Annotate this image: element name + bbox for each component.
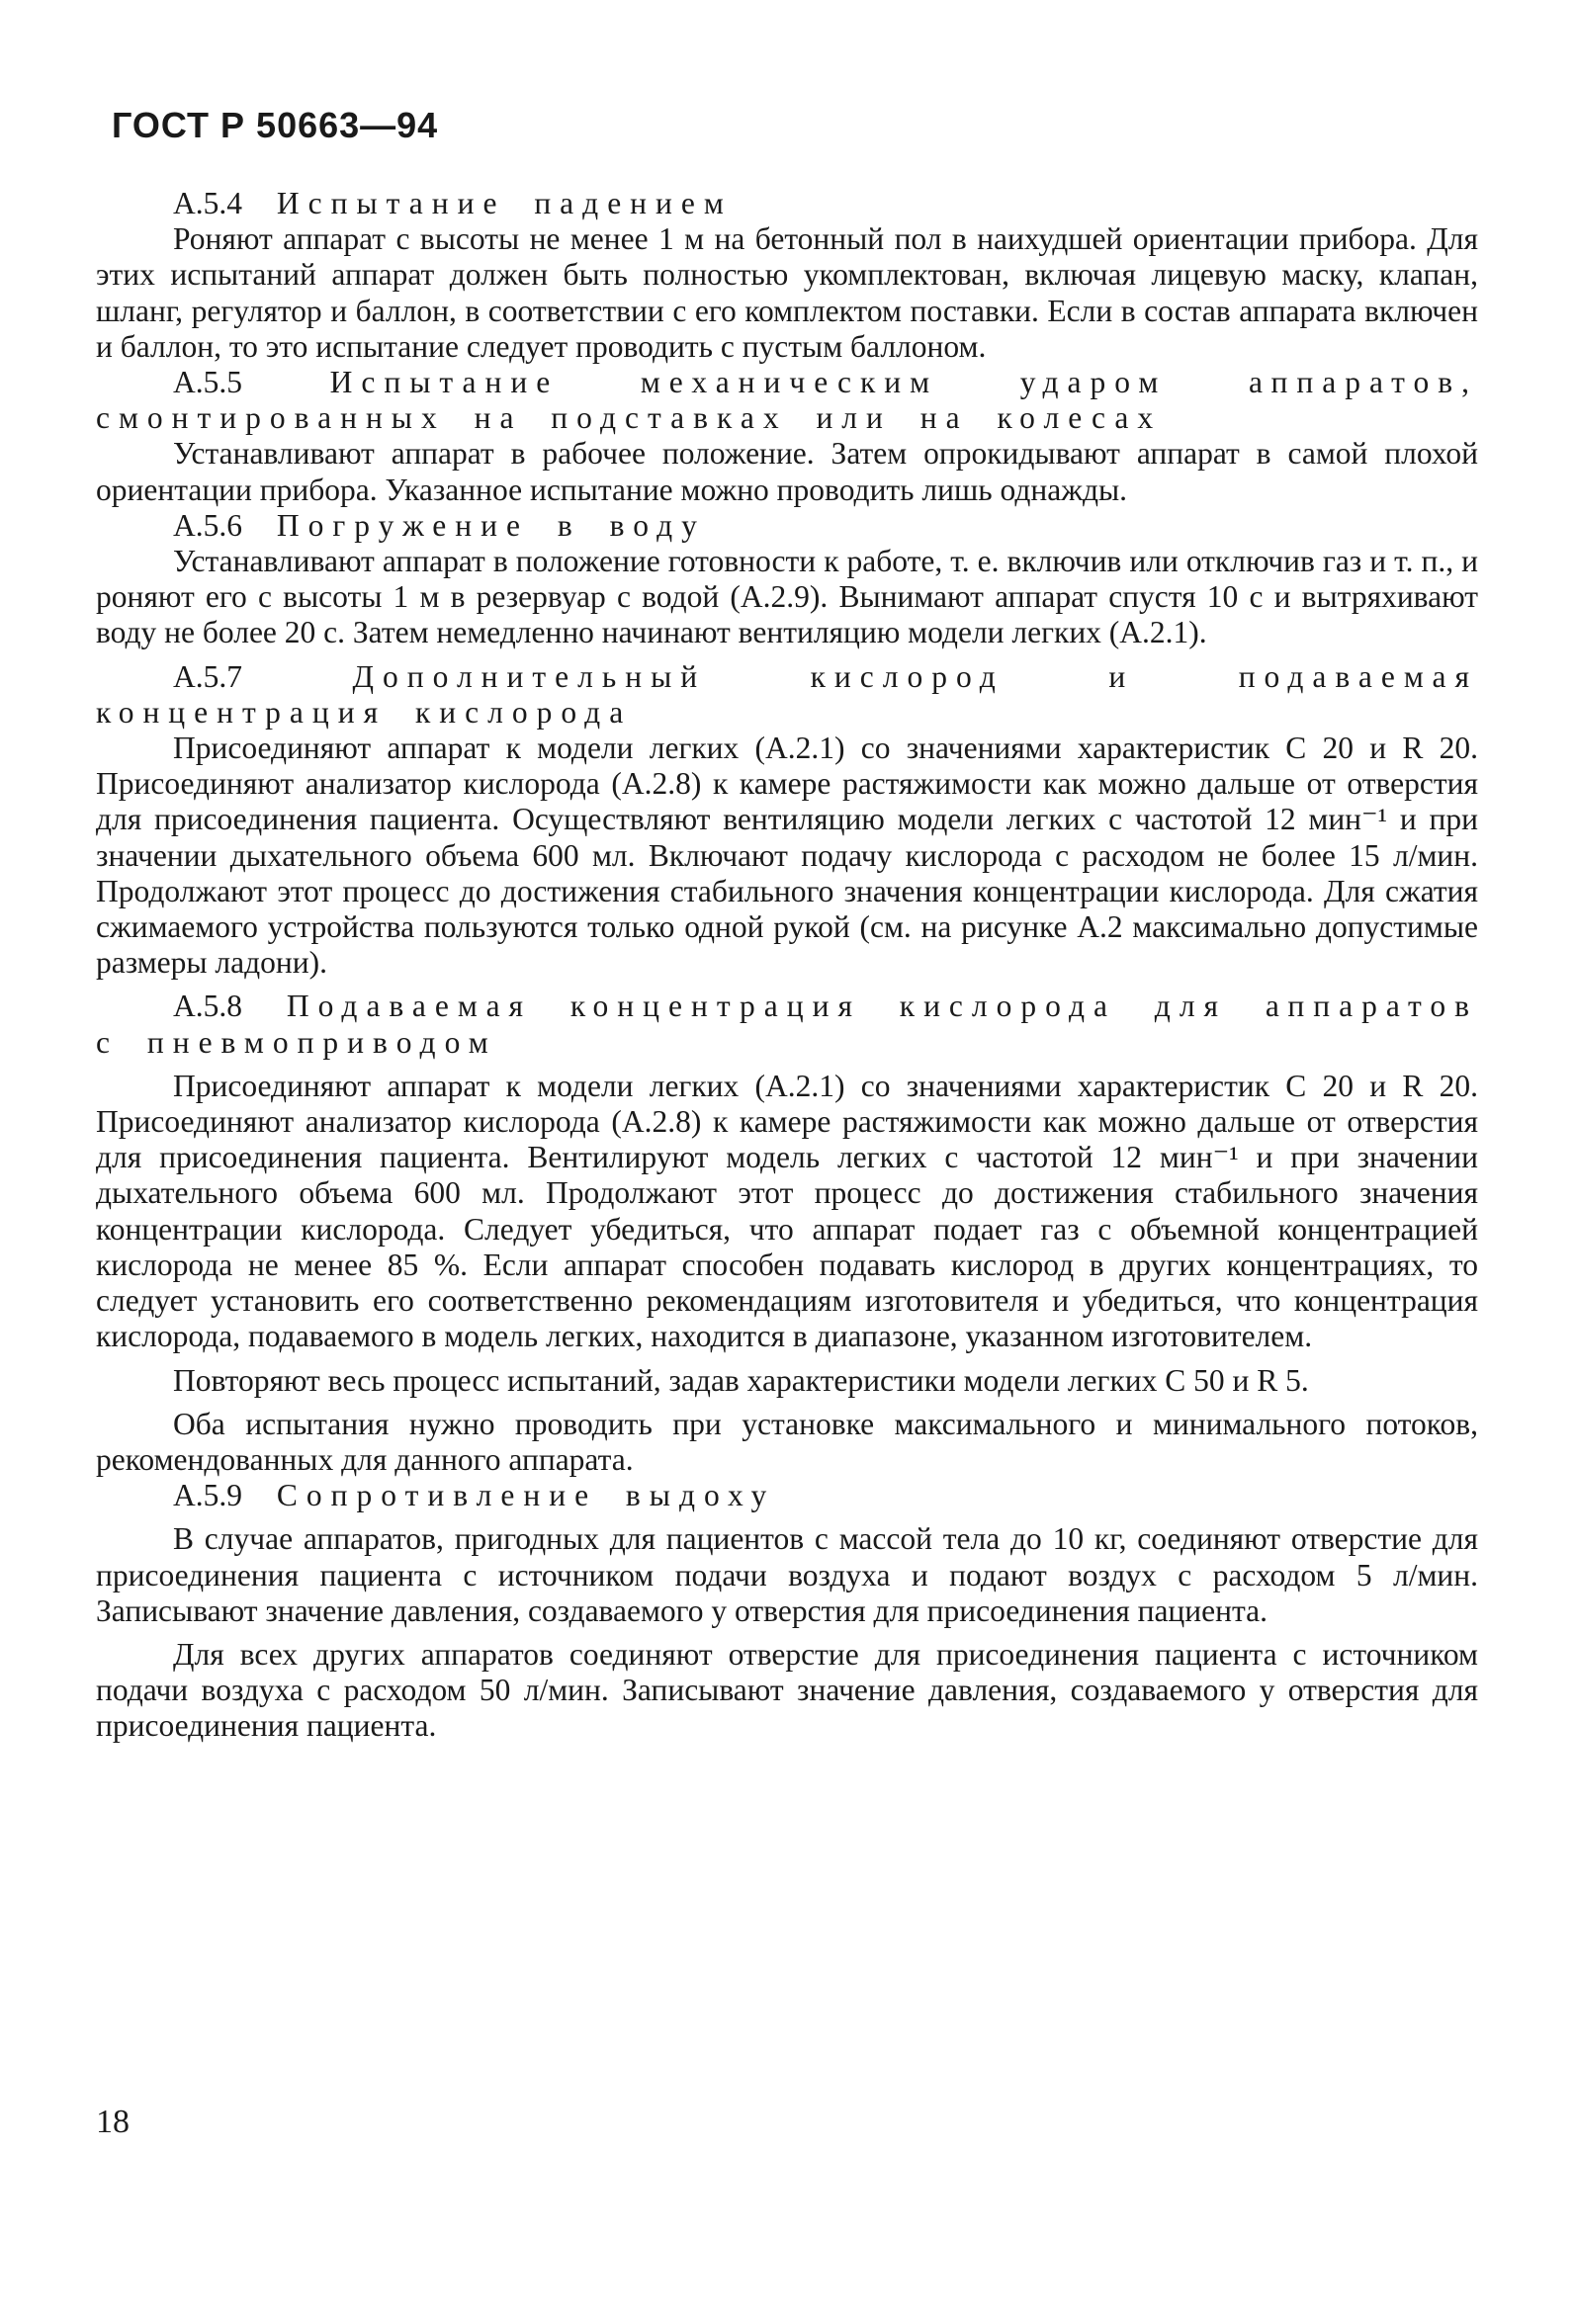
paragraph: В случае аппаратов, пригодных для пациентов с массой тела до 10 кг, соединяют отверстие для присоединения пациента с источником подачи воздуха и подают воздух с расходом 5 л/мин. Записывают значение давления, создаваемого у отверстия для присоединения пациента. <box>96 1521 1478 1628</box>
section-number: А.5.9 <box>173 1478 242 1513</box>
paragraph: Присоединяют аппарат к модели легких (А.2.1) со значениями характеристик С 20 и R 20. Присоединяют анализатор кислорода (А.2.8) к камере растяжимости как можно дальше от отверстия для присоединения пациента. Вентилируют модель легких с частотой 12 мин⁻¹ и при значении дыхательного объема 600 мл. Продолжают этот процесс до достижения стабильного значения концентрации кислорода. Следует убедиться, что аппарат подает газ с объемной концентрацией кислорода не менее 85 %. Если аппарат способен подавать кислород в других концентрациях, то следует установить его соответственно рекомендациям изготовителя и убедиться, что концентрация кислорода, подаваемого в модель легких, находится в диапазоне, указанном изготовителем. <box>96 1068 1478 1354</box>
paragraph: Присоединяют аппарат к модели легких (А.2.1) со значениями характеристик С 20 и R 20. Присоединяют анализатор кислорода (А.2.8) к камере растяжимости как можно дальше от отверстия для присоединения пациента. Осуществляют вентиляцию модели легких с частотой 12 мин⁻¹ и при значении дыхательного объема 600 мл. Включают подачу кислорода с расходом не более 15 л/мин. Продолжают этот процесс до достижения стабильного значения концентрации кислорода. Для сжатия сжимаемого устройства пользуются только одной рукой (см. на рисунке А.2 максимально допустимые размеры ладони). <box>96 731 1478 981</box>
section-a-5-8 <box>96 989 1478 1478</box>
paragraph: Оба испытания нужно проводить при установке максимального и минимального потоков, рекомендованных для данного аппарата. <box>96 1406 1478 1477</box>
section-a-5-5 <box>96 365 1478 508</box>
section-title: Подаваемая концентрация кислорода для аппаратов с пневмоприводом <box>96 989 1479 1060</box>
section-heading <box>96 186 1478 221</box>
section-title: Сопротивление выдоху <box>276 1478 776 1513</box>
paragraph: Устанавливают аппарат в рабочее положение. Затем опрокидывают аппарат в самой плохой ориентации прибора. Указанное испытание можно проводить лишь однажды. <box>96 436 1478 507</box>
paragraph: Устанавливают аппарат в положение готовности к работе, т. е. включив или отключив газ и т. п., и роняют его с высоты 1 м в резервуар с водой (А.2.9). Вынимают аппарат спустя 10 с и вытряхивают воду не более 20 с. Затем немедленно начинают вентиляцию модели легких (А.2.1). <box>96 544 1478 650</box>
section-heading <box>96 989 1478 1060</box>
section-heading <box>96 508 1478 544</box>
section-title: Испытание падением <box>276 186 733 220</box>
section-heading <box>96 659 1478 731</box>
section-number: А.5.7 <box>173 658 242 694</box>
section-a-5-4 <box>96 186 1478 365</box>
section-a-5-9 <box>96 1478 1478 1744</box>
section-heading <box>96 365 1478 436</box>
paragraph: Для всех других аппаратов соединяют отверстие для присоединения пациента с источником подачи воздуха с расходом 50 л/мин. Записывают значение давления, создаваемого у отверстия для присоединения пациента. <box>96 1636 1478 1744</box>
section-number: А.5.8 <box>173 989 242 1024</box>
section-title: Погружение в воду <box>276 507 706 543</box>
section-number: А.5.5 <box>173 365 242 400</box>
paragraph: Роняют аппарат с высоты не менее 1 м на бетонный пол в наихудшей ориентации прибора. Для этих испытаний аппарат должен быть полностью укомплектован, включая лицевую маску, клапан, шланг, регулятор и баллон, в соответствии с его комплектом поставки. Если в состав аппарата включен и баллон, то это испытание следует проводить с пустым баллоном. <box>96 221 1478 364</box>
section-title: Испытание механическим ударом аппаратов, смонтированных на подставках или на колесах <box>96 365 1478 436</box>
page-number: 18 <box>96 2104 130 2140</box>
section-a-5-7 <box>96 659 1478 982</box>
section-heading <box>96 1478 1478 1513</box>
section-number: А.5.4 <box>173 186 242 220</box>
document-body <box>96 186 1478 1745</box>
document-code: ГОСТ Р 50663—94 <box>112 105 439 145</box>
section-number: А.5.6 <box>173 507 242 543</box>
section-a-5-6 <box>96 508 1478 651</box>
paragraph: Повторяют весь процесс испытаний, задав характеристики модели легких С 50 и R 5. <box>173 1362 1309 1398</box>
section-title: Дополнительный кислород и подаваемая концентрация кислорода <box>96 658 1479 730</box>
